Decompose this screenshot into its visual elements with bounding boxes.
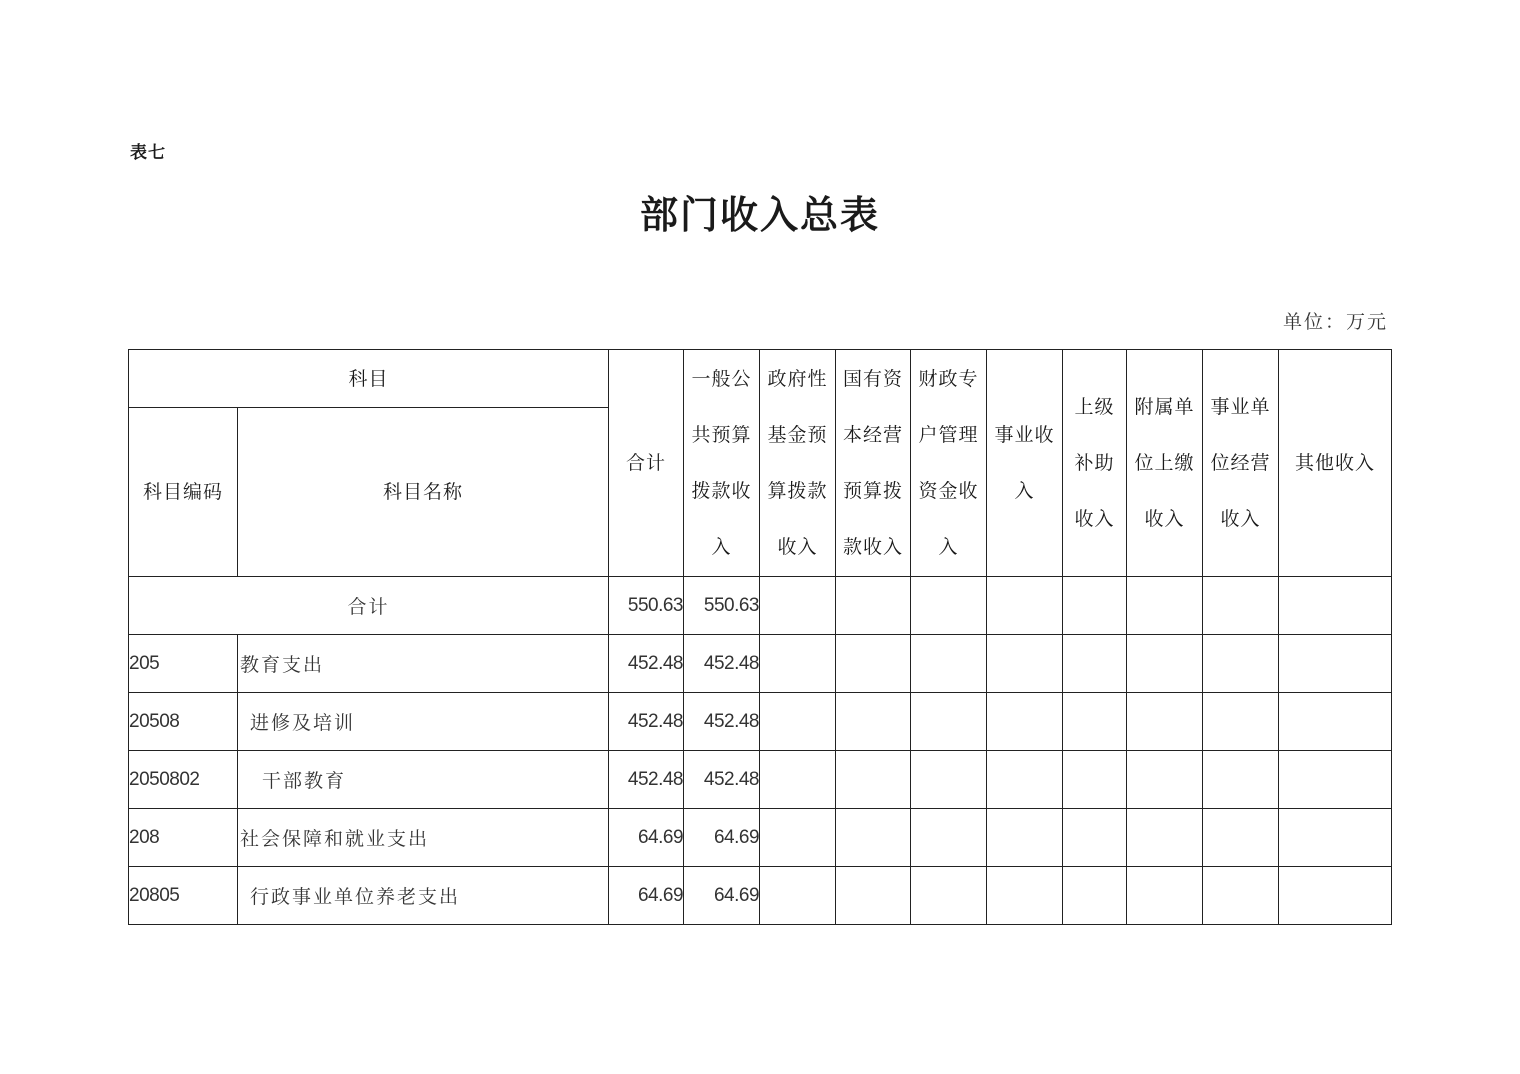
subject-code: 205 (129, 635, 238, 693)
header-state-capital: 国有资本经营预算拨款收入 (836, 350, 911, 577)
table-header (129, 350, 1392, 577)
subject-name: 行政事业单位养老支出 (238, 867, 609, 925)
table-row-total (129, 577, 1392, 635)
total-amount: 550.63 (609, 577, 684, 635)
header-general-budget: 一般公共预算拨款收入 (684, 350, 760, 577)
row-general-budget: 452.48 (684, 635, 760, 693)
income-table (128, 349, 1392, 925)
header-subject: 科目 (129, 350, 609, 408)
row-total: 452.48 (609, 635, 684, 693)
subject-code: 2050802 (129, 751, 238, 809)
header-superior-subsidy: 上级补助收入 (1063, 350, 1127, 577)
header-total: 合计 (609, 350, 684, 577)
row-total: 64.69 (609, 809, 684, 867)
header-fiscal-special: 财政专户管理资金收入 (911, 350, 987, 577)
table-row (129, 635, 1392, 693)
header-subject-code: 科目编码 (129, 408, 238, 577)
row-total: 452.48 (609, 751, 684, 809)
row-general-budget: 452.48 (684, 693, 760, 751)
table-number: 表七 (130, 143, 166, 163)
page-title: 部门收入总表 (639, 192, 880, 237)
subject-name: 进修及培训 (238, 693, 609, 751)
row-general-budget: 64.69 (684, 809, 760, 867)
table-row (129, 809, 1392, 867)
table-row (129, 867, 1392, 925)
table-row (129, 693, 1392, 751)
header-affiliated-payment: 附属单位上缴收入 (1127, 350, 1203, 577)
subject-code: 20508 (129, 693, 238, 751)
table-body (129, 577, 1392, 925)
subject-code: 208 (129, 809, 238, 867)
header-business-income: 事业收入 (987, 350, 1063, 577)
subject-name: 教育支出 (238, 635, 609, 693)
row-total: 64.69 (609, 867, 684, 925)
header-business-operation: 事业单位经营收入 (1203, 350, 1279, 577)
total-general-budget: 550.63 (684, 577, 760, 635)
subject-code: 20805 (129, 867, 238, 925)
total-label: 合计 (129, 577, 609, 635)
table-row (129, 751, 1392, 809)
row-total: 452.48 (609, 693, 684, 751)
header-subject-name: 科目名称 (238, 408, 609, 577)
row-general-budget: 64.69 (684, 867, 760, 925)
subject-name: 社会保障和就业支出 (238, 809, 609, 867)
header-other-income: 其他收入 (1279, 350, 1392, 577)
row-general-budget: 452.48 (684, 751, 760, 809)
subject-name: 干部教育 (238, 751, 609, 809)
header-gov-fund: 政府性基金预算拨款收入 (760, 350, 836, 577)
unit-label: 单位：万元 (1282, 311, 1388, 333)
